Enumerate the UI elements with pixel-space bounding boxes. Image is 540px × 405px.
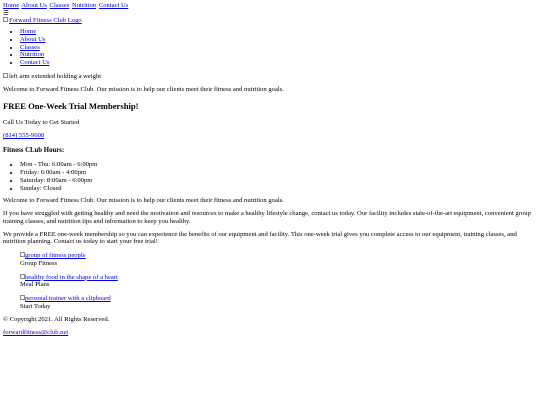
start-today-alt-text: personal trainer with a clipboard — [25, 295, 111, 303]
top-nav-nutrition-link[interactable]: Nutrition — [71, 2, 97, 9]
feature-meal-plans — [20, 274, 537, 290]
logo-alt-text: Forward Fitness Club Logo — [9, 17, 82, 25]
main-nav-about-link[interactable]: About Us — [20, 35, 46, 43]
hours-item: • Sunday: Closed — [20, 185, 537, 193]
broken-image-icon — [20, 295, 25, 300]
about-paragraph-facility: If you have struggled with getting healthy and need the motivation and resources to make a healthy lifestyle change, contact us today. Our facility includes state-of-the-art equipment, convenient group training classes, and nutrition tips and information to keep you healthy. — [3, 210, 531, 225]
hamburger-menu-icon[interactable]: ☰ — [3, 9, 9, 17]
main-nav-classes-link[interactable]: Classes — [20, 43, 40, 51]
hero-image — [3, 73, 537, 81]
hours-item: • Saturday: 8:00am - 6:00pm — [20, 177, 537, 185]
call-to-action-text: Call Us Today to Get Started — [3, 118, 80, 126]
about-paragraph-welcome: Welcome to Forward Fitness Club. Our mission is to help our clients meet their fitness and nutrition goals. — [3, 197, 284, 205]
main-nav-contact-link[interactable]: Contact Us — [20, 59, 50, 67]
intro-text: Welcome to Forward Fitness Club. Our mission is to help our clients meet their fitness and nutrition goals. — [3, 85, 284, 93]
main-nav-item — [20, 28, 537, 36]
top-nav-classes-link[interactable]: Classes — [49, 2, 70, 9]
email-link[interactable]: forwardfitness@club.net — [3, 329, 69, 337]
top-nav-contact-link[interactable]: Contact Us — [98, 2, 129, 9]
top-nav-home-link[interactable]: Home — [3, 2, 20, 9]
top-nav — [3, 2, 537, 10]
hero-alt-text: left arm extended holding a weight — [9, 72, 102, 80]
meal-plans-caption: Meal Plans — [20, 281, 50, 289]
main-nav-home-link[interactable]: Home — [20, 28, 37, 36]
start-today-caption: Start Today — [20, 302, 51, 310]
group-fitness-image-link[interactable] — [20, 252, 86, 259]
main-nav-item — [20, 51, 537, 59]
group-fitness-alt-text: group of fitness people — [25, 252, 86, 260]
phone-link[interactable]: (814) 555-9608 — [3, 132, 45, 140]
start-today-image-link[interactable] — [20, 295, 111, 302]
meal-plans-image-link[interactable] — [20, 274, 118, 281]
broken-image-icon — [3, 17, 8, 22]
main-nav-item — [20, 59, 537, 67]
promo-heading: FREE One-Week Trial Membership! — [3, 100, 139, 111]
copyright-text: © Copyright 2021. All Rights Reserved. — [3, 315, 110, 323]
feature-start-today — [20, 295, 537, 311]
hours-item: • Mon - Thu: 6:00am - 6:00pm — [20, 161, 537, 169]
logo-link[interactable] — [3, 17, 82, 25]
about-paragraph-trial: We provide a FREE one-week membership so you can experience the benefits of our equipment and facility. This one-week trial gives you complete access to our equipment, training classes, and nutrition planning. Contact us today to start your free trial! — [3, 230, 517, 246]
main-nav-item — [20, 44, 537, 52]
hours-item: • Friday: 6:00am - 4:00pm — [20, 169, 537, 177]
broken-image-icon — [20, 252, 25, 257]
hours-list — [3, 161, 537, 192]
broken-image-icon — [3, 73, 8, 78]
meal-plans-alt-text: healthy food in the shape of a heart — [25, 273, 118, 281]
main-nav-nutrition-link[interactable]: Nutrition — [20, 51, 45, 59]
main-nav — [3, 28, 537, 67]
hours-heading: Fitness CLub Hours: — [3, 147, 65, 155]
feature-group-fitness — [20, 252, 537, 268]
main-nav-item — [20, 36, 537, 44]
broken-image-icon — [20, 274, 25, 279]
group-fitness-caption: Group Fitness — [20, 259, 58, 267]
top-nav-about-link[interactable]: About Us — [21, 2, 47, 9]
